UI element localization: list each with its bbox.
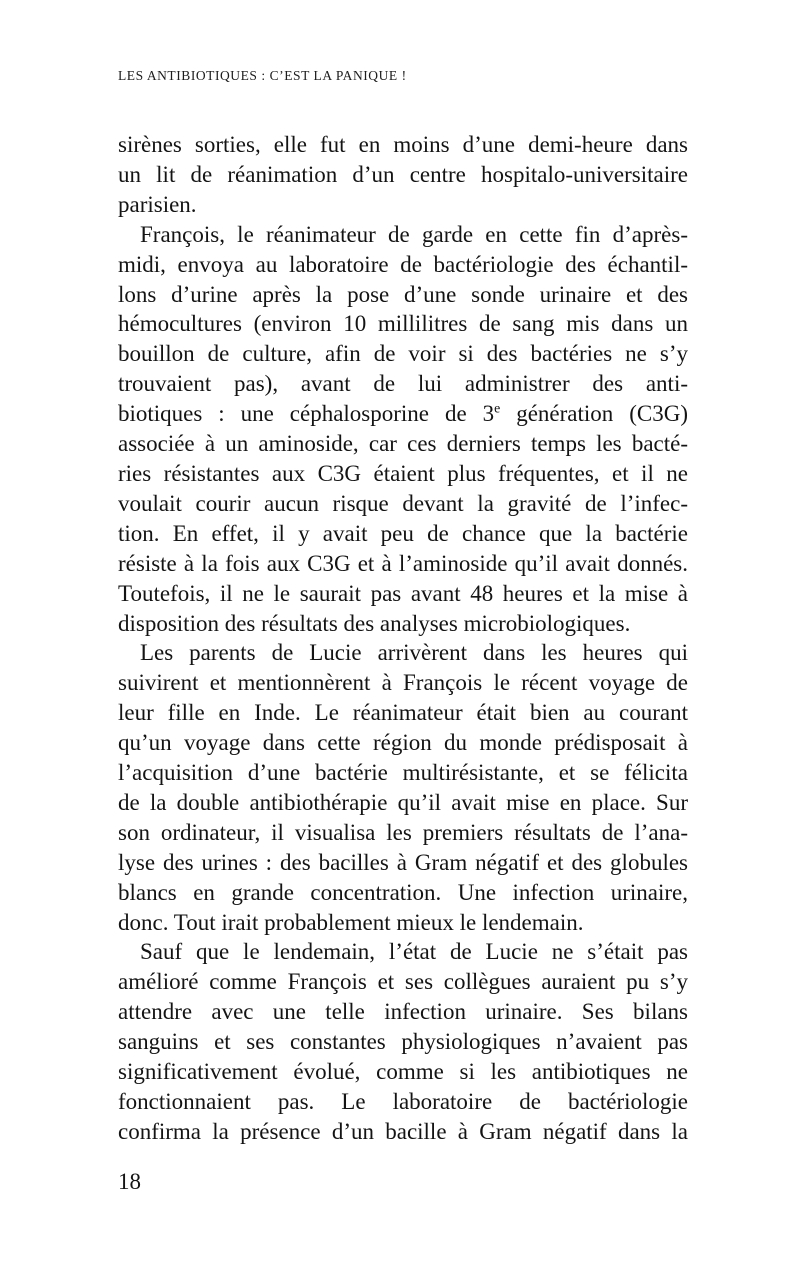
text-line: leur fille en Inde. Le réanimateur était bien au courant (118, 700, 688, 726)
text-line: trouvaient pas), avant de lui administrer des anti- (118, 371, 688, 397)
text-line: ries résistantes aux C3G étaient plus fréquentes, et il ne (118, 460, 688, 486)
text-line: lons d’urine après la pose d’une sonde urinaire et des (118, 281, 688, 307)
text-line: biotiques : une céphalosporine de 3e génération (C3G) (118, 400, 688, 427)
text-line: associée à un aminoside, car ces derniers temps les bacté- (118, 431, 688, 457)
text-line: midi, envoya au laboratoire de bactériologie des échantil- (118, 251, 688, 277)
text-line: bouillon de culture, afin de voir si des bactéries ne s’y (118, 341, 688, 367)
text-line: hémocultures (environ 10 millilitres de sang mis dans un (118, 311, 688, 337)
text-line: un lit de réanimation d’un centre hospitalo-universitaire (118, 161, 688, 187)
text-line: Les parents de Lucie arrivèrent dans les heures qui (140, 640, 688, 666)
text-line: son ordinateur, il visualisa les premiers résultats de l’ana- (118, 819, 688, 845)
text-line: de la double antibiothérapie qu’il avait mise en place. Sur (118, 789, 688, 815)
text-line: donc. Tout irait probablement mieux le lendemain. (118, 909, 584, 935)
text-line: Toutefois, il ne le saurait pas avant 48 heures et la mise à (118, 580, 688, 606)
text-line: François, le réanimateur de garde en cette fin d’après- (140, 221, 688, 247)
text-line: Sauf que le lendemain, l’état de Lucie ne s’était pas (140, 939, 688, 965)
text-line: confirma la présence d’un bacille à Gram négatif dans la (118, 1118, 688, 1144)
text-line: attendre avec une telle infection urinaire. Ses bilans (118, 999, 688, 1025)
page-number: 18 (118, 1169, 141, 1194)
text-line: résiste à la fois aux C3G et à l’aminoside qu’il avait donnés. (118, 550, 688, 576)
text-line: qu’un voyage dans cette région du monde prédisposait à (118, 730, 688, 756)
text-line: suivirent et mentionnèrent à François le récent voyage de (118, 670, 688, 696)
text-line: sanguins et ses constantes physiologiques n’avaient pas (118, 1029, 688, 1055)
text-line: voulait courir aucun risque devant la gravité de l’infec- (118, 490, 688, 516)
body-text (118, 130, 688, 1147)
text-line: l’acquisition d’une bactérie multirésistante, et se félicita (118, 760, 688, 786)
text-line: sirènes sorties, elle fut en moins d’une demi-heure dans (118, 132, 688, 157)
running-header: LES ANTIBIOTIQUES : C’EST LA PANIQUE ! (118, 68, 407, 83)
text-line: lyse des urines : des bacilles à Gram négatif et des globules (118, 849, 688, 875)
text-line: amélioré comme François et ses collègues auraient pu s’y (118, 969, 688, 995)
text-line: parisien. (118, 191, 197, 217)
text-line: fonctionnaient pas. Le laboratoire de bactériologie (118, 1089, 688, 1114)
text-line: disposition des résultats des analyses microbiologiques. (118, 610, 631, 636)
text-line: tion. En effet, il y avait peu de chance que la bactérie (118, 520, 688, 546)
text-line: significativement évolué, comme si les antibiotiques ne (118, 1059, 688, 1085)
text-line: blancs en grande concentration. Une infection urinaire, (118, 879, 688, 905)
superscript-ordinal: e (494, 400, 501, 416)
